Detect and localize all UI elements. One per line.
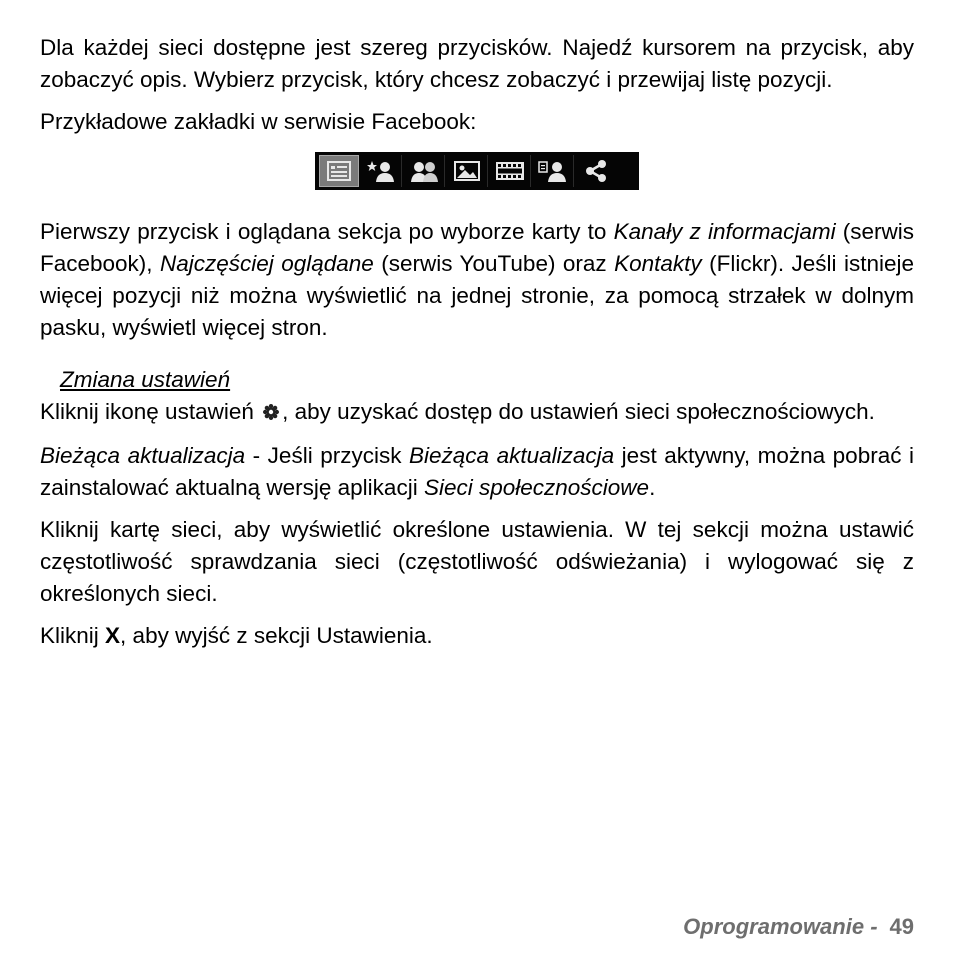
p4-text-1: Kliknij ikonę ustawień	[40, 399, 261, 424]
p5-text-2: jest aktywny, można pobrać i zainstalować aktualną wersję aplikacji	[40, 443, 914, 500]
footer-section-title: Oprogramowanie -	[683, 914, 878, 939]
p5-italic-1: Bieżąca aktualizacja	[40, 443, 246, 468]
p5-text-1: - Jeśli przycisk	[245, 443, 410, 468]
settings-icon-paragraph	[40, 396, 914, 430]
first-button-paragraph	[40, 216, 914, 344]
p7-bold-x: X	[105, 623, 121, 648]
p5-italic-3: Sieci społecznościowe	[423, 475, 650, 500]
settings-gear-icon	[262, 398, 280, 430]
p5-text-3: .	[649, 475, 656, 500]
video-icon[interactable]	[490, 155, 531, 187]
p7-text-1: Kliknij	[40, 623, 106, 648]
network-tab-paragraph: Kliknij kartę sieci, aby wyświetlić określone ustawienia. W tej sekcji można ustawić częstotliwość sprawdzania sieci (częstotliwość odświeżania) i wylogować się z określonych sieci.	[40, 517, 914, 606]
friends-icon[interactable]	[404, 155, 445, 187]
p5-italic-2: Bieżąca aktualizacja	[409, 443, 615, 468]
p4-text-2: , aby uzyskać dostęp do ustawień sieci społecznościowych.	[282, 399, 875, 424]
page-footer	[683, 914, 914, 940]
example-tabs-caption: Przykładowe zakładki w serwisie Facebook:	[40, 109, 477, 134]
p3-italic-2: Najczęściej oglądane	[160, 251, 374, 276]
profile-icon[interactable]	[533, 155, 574, 187]
p3-text-1: Pierwszy przycisk i oglądana sekcja po wyborze karty to	[40, 219, 614, 244]
current-update-paragraph	[40, 440, 914, 504]
p7-text-2: , aby wyjść z sekcji Ustawienia.	[120, 623, 433, 648]
exit-settings-paragraph	[40, 620, 914, 652]
facebook-tabs-toolbar	[315, 152, 639, 190]
intro-paragraph: Dla każdej sieci dostępne jest szereg przycisków. Najedź kursorem na przycisk, aby zobaczyć opis. Wybierz przycisk, który chcesz zobaczyć i przewijaj listę pozycji.	[40, 35, 914, 92]
p3-text-3: (serwis YouTube) oraz	[373, 251, 615, 276]
p3-text-4: (Flickr). Jeśli istnieje więcej pozycji niż można wyświetlić na jednej stronie, za pomocą strzałek w dolnym pasku, wyświetl więcej stron.	[40, 251, 915, 340]
facebook-tabs-figure	[40, 152, 914, 190]
favorite-contact-icon[interactable]	[361, 155, 402, 187]
photos-icon[interactable]	[447, 155, 488, 187]
page-number: 49	[889, 914, 914, 939]
news-feed-icon[interactable]	[319, 155, 359, 187]
section-heading: Zmiana ustawień	[60, 367, 231, 392]
p3-italic-1: Kanały z informacjami	[613, 219, 836, 244]
share-icon[interactable]	[576, 155, 616, 187]
p3-text-2: (serwis Facebook),	[40, 219, 915, 276]
document-page	[40, 32, 914, 662]
p3-italic-3: Kontakty	[614, 251, 702, 276]
